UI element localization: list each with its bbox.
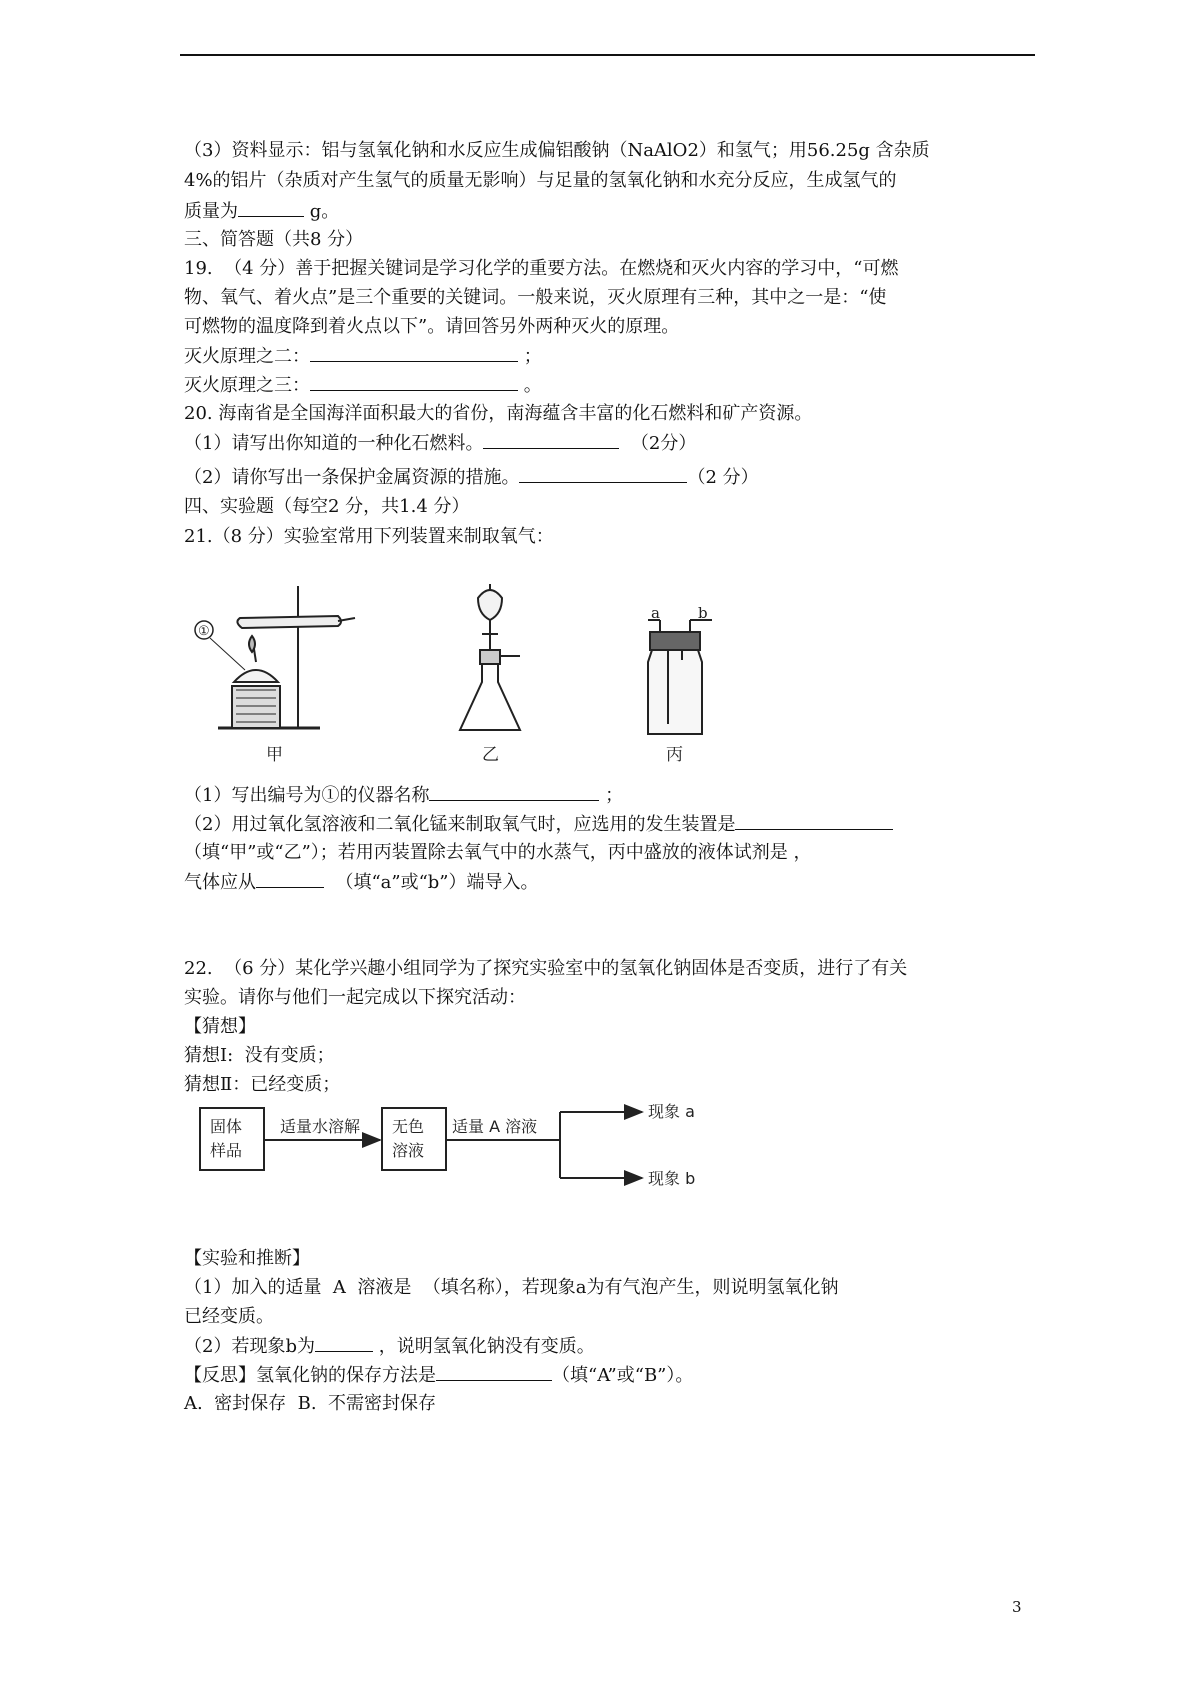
apparatus-bing: [648, 620, 712, 734]
q21-line4: （填“甲”或“乙”）；若用丙装置除去氧气中的水蒸气，丙中盛放的液体试剂是 ，: [184, 842, 812, 863]
reflection-line1: [184, 1364, 693, 1387]
reflection-suffix: （填“A”或“B”）。: [552, 1365, 694, 1386]
reflection-options: A. 密封保存 B. 不需密封保存: [184, 1393, 436, 1414]
q18-line3: [184, 200, 339, 223]
q21-line3-prefix: （2）用过氧化氢溶液和二氧化锰来制取氧气时，应选用的发生装置是: [184, 814, 736, 835]
box1-line1: 固体: [210, 1117, 243, 1136]
q20-line3: [184, 466, 759, 489]
answer-blank[interactable]: [315, 1335, 373, 1352]
label-tube-b: b: [698, 604, 708, 622]
guess-heading: 【猜想】: [184, 1016, 256, 1037]
q21-line5-prefix: 气体应从: [184, 872, 256, 893]
q20-line3-prefix: （2）请你写出一条保护金属资源的措施。: [184, 467, 520, 488]
apparatus-jia: [195, 586, 355, 728]
header-rule: [180, 54, 1035, 56]
exp-line2: 已经变质。: [184, 1306, 274, 1327]
flowchart: [196, 1100, 716, 1200]
q20-line3-suffix: （2 分）: [687, 467, 759, 488]
q18-line3-prefix: 质量为: [184, 201, 238, 222]
box2-line1: 无色: [392, 1117, 425, 1136]
apparatus-figure: [190, 578, 790, 778]
box2-line2: 溶液: [392, 1141, 425, 1160]
answer-blank[interactable]: [310, 374, 518, 391]
label-jia: 甲: [266, 745, 283, 765]
q20-line2-prefix: （1）请写出你知道的一种化石燃料。: [184, 433, 484, 454]
outcome-b: 现象 b: [648, 1169, 696, 1188]
answer-blank[interactable]: [429, 784, 599, 801]
section3-heading: 三、简答题（共8 分）: [184, 229, 364, 250]
q19-line5-prefix: 灭火原理之三：: [184, 375, 310, 396]
box1-line2: 样品: [210, 1141, 243, 1160]
q21-line2-prefix: （1）写出编号为①的仪器名称: [184, 785, 430, 806]
guess-2: 猜想Ⅱ：已经变质；: [184, 1074, 341, 1095]
q21-line2-suffix: ；: [599, 785, 624, 806]
q21-line5-suffix: （填“a”或“b”）端导入。: [324, 872, 539, 893]
q18-line1: （3）资料显示：铝与氢氧化钠和水反应生成偏铝酸钠（NaAlO2）和氢气；用56.25g 含杂质: [184, 140, 930, 161]
exp-line3: [184, 1335, 595, 1358]
q21-line1: 21.（8 分）实验室常用下列装置来制取氧气：: [184, 526, 554, 547]
q22-line2: 实验。请你与他们一起完成以下探究活动：: [184, 987, 526, 1008]
answer-blank[interactable]: [256, 871, 324, 888]
answer-blank[interactable]: [735, 813, 893, 830]
answer-blank[interactable]: [310, 345, 518, 362]
q19-line2: 物、氧气、着火点”是三个重要的关键词。一般来说，灭火原理有三种，其中之一是：“使: [184, 287, 887, 308]
exp-line3-suffix: ，说明氢氧化钠没有变质。: [372, 1336, 595, 1357]
label-bing: 丙: [666, 745, 683, 765]
section4-heading: 四、实验题（每空2 分，共1.4 分）: [184, 496, 470, 517]
label-yi: 乙: [482, 745, 499, 765]
answer-blank[interactable]: [519, 466, 687, 483]
answer-blank[interactable]: [483, 432, 619, 449]
apparatus-yi: [460, 584, 520, 730]
q21-line2: [184, 784, 623, 807]
q19-line4-suffix: ；: [518, 346, 542, 367]
arrow2-label: 适量 A 溶液: [452, 1117, 538, 1136]
arrow1-label: 适量水溶解: [280, 1117, 361, 1136]
q19-line5-suffix: 。: [518, 375, 542, 396]
q20-line1: 20. 海南省是全国海洋面积最大的省份，南海蕴含丰富的化石燃料和矿产资源。: [184, 403, 813, 424]
outcome-a: 现象 a: [648, 1102, 695, 1121]
page-number: 3: [1012, 1598, 1022, 1616]
q21-line5: [184, 871, 539, 894]
q22-line1: 22. （6 分）某化学兴趣小组同学为了探究实验室中的氢氧化钠固体是否变质，进行了有关: [184, 958, 908, 979]
q18-line3-suffix: g。: [304, 201, 340, 222]
q19-line4-prefix: 灭火原理之二：: [184, 346, 310, 367]
q19-line4: [184, 345, 542, 368]
experiment-heading: 【实验和推断】: [184, 1248, 310, 1269]
q19-line5: [184, 374, 542, 397]
q19-line3: 可燃物的温度降到着火点以下”。请回答另外两种灭火的原理。: [184, 316, 680, 337]
label-tube-a: a: [651, 604, 660, 622]
q20-line2: [184, 432, 696, 455]
answer-blank[interactable]: [436, 1364, 552, 1381]
guess-1: 猜想I: 没有变质；: [184, 1045, 335, 1066]
answer-blank[interactable]: [238, 200, 304, 217]
q20-line2-suffix: （2分）: [619, 433, 697, 454]
q19-line1: 19. （4 分）善于把握关键词是学习化学的重要方法。在燃烧和灭火内容的学习中，“可燃: [184, 258, 899, 279]
q21-line3: [184, 813, 893, 836]
reflection-prefix: 【反思】氢氧化钠的保存方法是: [184, 1365, 436, 1386]
exp-line1: （1）加入的适量 A 溶液是 （填名称），若现象a为有气泡产生，则说明氢氧化钠: [184, 1277, 839, 1298]
label-circle1: ①: [198, 624, 210, 639]
exp-line3-prefix: （2）若现象b为: [184, 1336, 315, 1357]
q18-line2: 4%的铝片（杂质对产生氢气的质量无影响）与足量的氢氧化钠和水充分反应，生成氢气的: [184, 170, 897, 191]
